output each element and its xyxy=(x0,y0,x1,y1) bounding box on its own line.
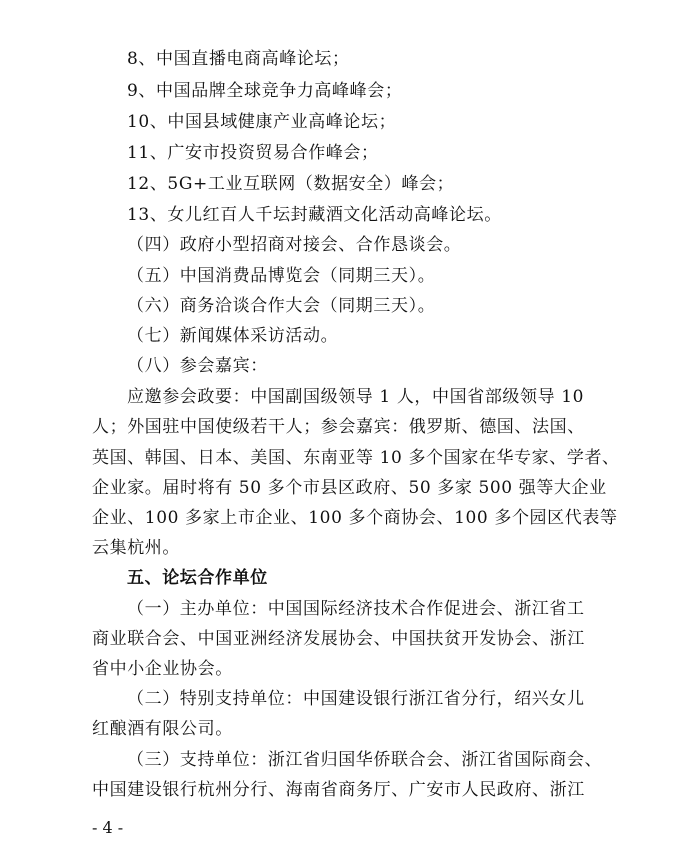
section-item-4: （四）政府小型招商对接会、合作恳谈会。 xyxy=(127,235,462,255)
list-item-8: 8、中国直播电商高峰论坛； xyxy=(127,49,350,69)
paragraph-line: 中国建设银行杭州分行、海南省商务厅、广安市人民政府、浙江 xyxy=(92,780,585,800)
list-item-9: 9、中国品牌全球竞争力高峰峰会； xyxy=(127,81,403,101)
list-item-11: 11、广安市投资贸易合作峰会； xyxy=(127,143,379,163)
list-item-12: 12、5G+工业互联网（数据安全）峰会； xyxy=(127,174,455,194)
paragraph-line: 省中小企业协会。 xyxy=(92,659,233,679)
list-item-13: 13、女儿红百人千坛封藏酒文化活动高峰论坛。 xyxy=(127,205,502,225)
paragraph-line: 英国、韩国、日本、美国、东南亚等 10 多个国家在华专家、学者、 xyxy=(92,448,620,468)
paragraph-line: 企业、100 多家上市企业、100 多个商协会、100 多个园区代表等 xyxy=(92,508,618,528)
section-item-7: （七）新闻媒体采访活动。 xyxy=(127,326,339,346)
section-item-6: （六）商务洽谈合作大会（同期三天）。 xyxy=(127,296,436,316)
paragraph-line: 应邀参会政要：中国副国级领导 1 人，中国省部级领导 10 xyxy=(127,387,585,407)
section-item-8: （八）参会嘉宾： xyxy=(127,356,268,376)
list-item-10: 10、中国县域健康产业高峰论坛； xyxy=(127,112,397,132)
section-item-5: （五）中国消费品博览会（同期三天）。 xyxy=(127,266,436,286)
paragraph-line: （二）特别支持单位：中国建设银行浙江省分行，绍兴女儿 xyxy=(127,689,585,709)
paragraph-line: 红酿酒有限公司。 xyxy=(92,719,233,739)
page-number: - 4 - xyxy=(92,818,124,837)
section-heading: 五、论坛合作单位 xyxy=(127,568,268,588)
paragraph-line: 人；外国驻中国使级若干人；参会嘉宾：俄罗斯、德国、法国、 xyxy=(92,417,585,437)
paragraph-line: （一）主办单位：中国国际经济技术合作促进会、浙江省工 xyxy=(127,599,585,619)
paragraph-line: 企业家。届时将有 50 多个市县区政府、50 多家 500 强等大企业 xyxy=(92,478,607,498)
paragraph-line: （三）支持单位：浙江省归国华侨联合会、浙江省国际商会、 xyxy=(127,750,603,770)
paragraph-line: 商业联合会、中国亚洲经济发展协会、中国扶贫开发协会、浙江 xyxy=(92,629,585,649)
paragraph-line: 云集杭州。 xyxy=(92,538,180,558)
